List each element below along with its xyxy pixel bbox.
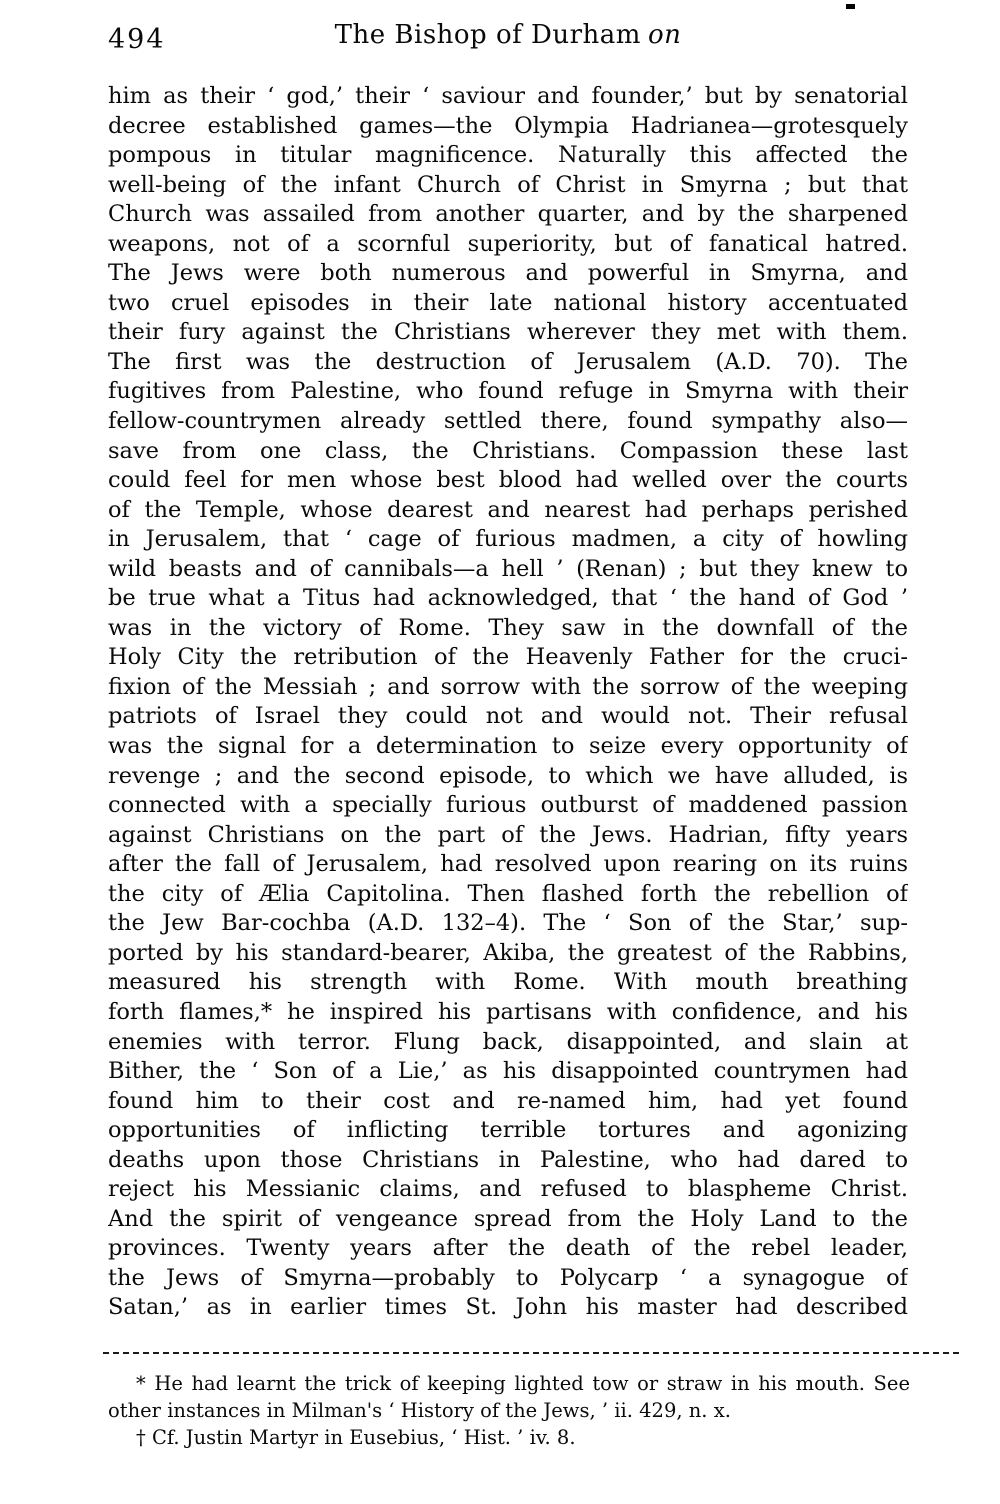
- text-line: The first was the destruction of Jerusalem (A.D. 70). The: [108, 348, 908, 375]
- text-line: of the Temple, whose dearest and nearest had perhaps perished: [108, 496, 908, 523]
- text-line: Satan,’ as in earlier times St. John his master had described: [108, 1294, 908, 1321]
- footnote-rule: [103, 1352, 959, 1354]
- text-line: after the fall of Jerusalem, had resolved upon rearing on its ruins: [108, 851, 908, 878]
- text-line: against Christians on the part of the Jews. Hadrian, fifty years: [108, 821, 908, 848]
- text-line: decree established games—the Olympia Hadrianea—grotesquely: [108, 112, 908, 139]
- text-line: The Jews were both numerous and powerful in Smyrna, and: [108, 260, 908, 287]
- text-line: fixion of the Messiah ; and sorrow with the sorrow of the weeping: [108, 673, 908, 700]
- text-line: Bither, the ‘ Son of a Lie,’ as his disappointed countrymen had: [108, 1058, 908, 1085]
- text-line: him as their ‘ god,’ their ‘ saviour and founder,’ but by senatorial: [108, 83, 908, 109]
- footnote-line: other instances in Milman's ‘ History of the Jews, ’ ii. 429, n. x.: [108, 1399, 731, 1422]
- text-line: fugitives from Palestine, who found refuge in Smyrna with their: [108, 378, 908, 405]
- text-line: provinces. Twenty years after the death of the rebel leader,: [108, 1235, 908, 1262]
- text-line: was the signal for a determination to seize every opportunity of: [108, 733, 908, 760]
- text-line: Church was assailed from another quarter, and by the sharpened: [108, 201, 908, 228]
- text-line: found him to their cost and re-named him, had yet found: [108, 1087, 908, 1114]
- running-title-italic: on: [647, 20, 682, 50]
- running-title: [108, 18, 908, 50]
- text-line: the Jew Bar-cochba (A.D. 132–4). The ‘ Son of the Star,’ sup-: [108, 910, 908, 937]
- text-line: And the spirit of vengeance spread from the Holy Land to the: [108, 1205, 908, 1232]
- body-text: [108, 82, 908, 1323]
- text-line: pompous in titular magnificence. Naturally this affected the: [108, 142, 908, 169]
- scan-artifact: [846, 4, 855, 9]
- text-line: could feel for men whose best blood had welled over the courts: [108, 467, 908, 494]
- text-line: patriots of Israel they could not and would not. Their refusal: [108, 703, 908, 730]
- page-header: [108, 18, 908, 58]
- footnote-line: † Cf. Justin Martyr in Eusebius, ‘ Hist. ’ iv. 8.: [136, 1426, 576, 1449]
- page-number: 494: [108, 24, 166, 55]
- text-line: weapons, not of a scornful superiority, but of fanatical hatred.: [108, 230, 908, 257]
- text-line: their fury against the Christians wherever they met with them.: [108, 319, 908, 346]
- text-line: the city of Ælia Capitolina. Then flashed forth the rebellion of: [108, 880, 908, 907]
- footnotes: [108, 1370, 910, 1451]
- text-line: the Jews of Smyrna—probably to Polycarp ‘ a synagogue of: [108, 1264, 908, 1291]
- text-line: measured his strength with Rome. With mouth breathing: [108, 969, 908, 996]
- text-line: fellow-countrymen already settled there, found sympathy also—: [108, 408, 908, 435]
- text-line: was in the victory of Rome. They saw in the downfall of the: [108, 614, 908, 641]
- footnote-line: * He had learnt the trick of keeping lighted tow or straw in his mouth. See: [136, 1372, 910, 1395]
- running-title-text: The Bishop of Durham: [334, 20, 641, 50]
- text-line: two cruel episodes in their late national history accentuated: [108, 289, 908, 316]
- text-line: enemies with terror. Flung back, disappointed, and slain at: [108, 1028, 908, 1055]
- text-line: reject his Messianic claims, and refused to blaspheme Christ.: [108, 1176, 908, 1203]
- text-line: be true what a Titus had acknowledged, that ‘ the hand of God ’: [108, 585, 908, 612]
- text-line: deaths upon those Christians in Palestine, who had dared to: [108, 1146, 908, 1173]
- text-line: forth flames,* he inspired his partisans with confidence, and his: [108, 998, 908, 1025]
- text-line: ported by his standard-bearer, Akiba, the greatest of the Rabbins,: [108, 939, 908, 966]
- text-line: save from one class, the Christians. Compassion these last: [108, 437, 908, 464]
- text-line: wild beasts and of cannibals—a hell ’ (Renan) ; but they knew to: [108, 555, 908, 582]
- text-line: revenge ; and the second episode, to which we have alluded, is: [108, 762, 908, 789]
- text-line: well-being of the infant Church of Christ in Smyrna ; but that: [108, 171, 908, 198]
- text-line: opportunities of inflicting terrible tortures and agonizing: [108, 1117, 908, 1144]
- text-line: Holy City the retribution of the Heavenly Father for the cruci-: [108, 644, 908, 671]
- text-line: connected with a specially furious outburst of maddened passion: [108, 792, 908, 819]
- text-line: in Jerusalem, that ‘ cage of furious madmen, a city of howling: [108, 526, 908, 553]
